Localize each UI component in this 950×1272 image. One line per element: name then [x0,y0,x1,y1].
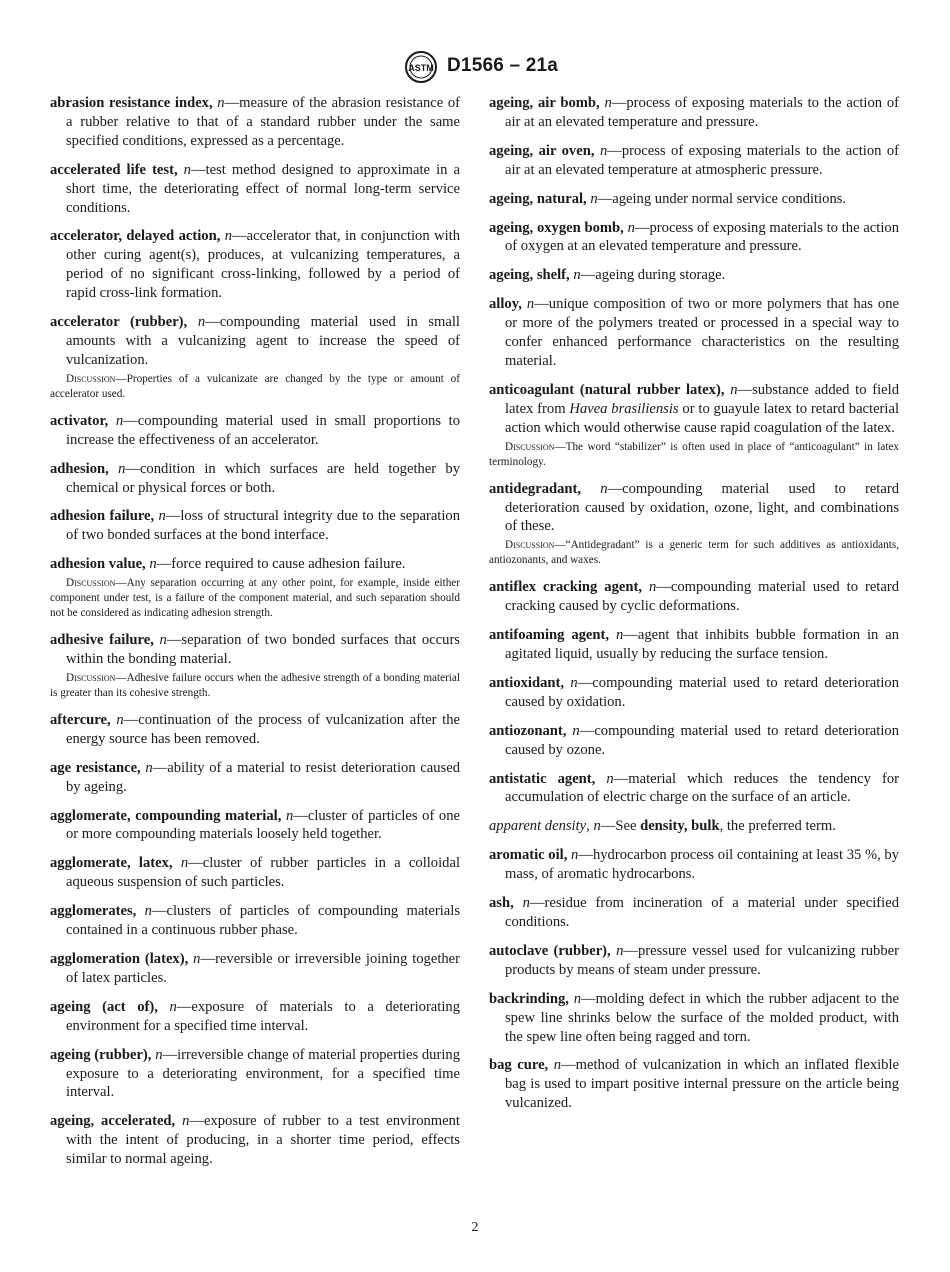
part-of-speech: n [115,412,124,429]
entry-term: backrinding, [489,990,569,1007]
entry-text [489,480,899,537]
definition: —clusters of particles of compounding materials contained in a continuous rubber phase. [66,903,461,939]
glossary-entry [50,412,460,450]
part-of-speech: n [183,161,191,178]
part-of-speech: n [572,722,580,739]
entry-text [489,266,899,285]
see-term: density, bulk [640,818,720,835]
definition: —molding defect in which the rubber adjacent to the spew line shrinks below the surface of the molded product, with the spew line often being ragged and torn. [505,990,899,1045]
definition: , the preferred term. [719,818,836,835]
entry-text [50,507,460,545]
entry-text [50,1046,460,1103]
glossary-entry [489,817,899,836]
left-column [50,94,460,1179]
glossary-entry [50,227,460,303]
species-name: Havea brasiliensis [569,400,679,417]
entry-term: agglomerates, [50,903,137,920]
part-of-speech: n [600,480,608,497]
part-of-speech: n [648,579,657,596]
definition: —unique composition of two or more polymers that has one or more of the polymers treated or processed in a special way to confer enhanced performance characteristics on the resulting material. [505,296,899,369]
entry-text [50,1112,460,1169]
glossary-entry [489,578,899,616]
part-of-speech: n [627,219,635,236]
definition: —separation of two bonded surfaces that occurs within the bonding material. [66,632,460,668]
entry-text [489,817,899,836]
definition: —compounding material used to retard deterioration caused by oxidation. [505,674,899,710]
glossary-entry [489,266,899,285]
part-of-speech: n [158,508,166,525]
glossary-entry [50,161,460,218]
entry-term: ash, [489,895,514,912]
discussion-label: Discussion [505,539,555,552]
part-of-speech: n [118,460,126,477]
definition: or to guayule latex to retard bacterial action which would otherwise cause rapid coagulation of the latex. [505,400,899,436]
entry-term: agglomeration (latex), [50,951,189,967]
entry-term: ageing, oxygen bomb, [489,219,624,236]
glossary-entry [489,190,899,209]
part-of-speech: n [599,142,608,159]
glossary-entry [50,1046,460,1103]
entry-term: adhesion, [50,460,109,477]
glossary-entry [50,711,460,749]
entry-term: ageing (act of), [50,998,158,1015]
definition: —force required to cause adhesion failure. [156,556,406,573]
glossary-entry [489,142,899,180]
part-of-speech: n [217,95,225,111]
part-of-speech: n [573,990,581,1007]
entry-text [489,846,899,884]
definition: —method of vulcanization in which an inflated flexible bag is used to impart positive internal pressure on the article being vulcanized. [505,1057,899,1112]
part-of-speech: n [144,903,152,920]
glossary-entry [489,770,899,808]
entry-term: aromatic oil, [489,847,568,864]
part-of-speech: n [615,627,624,644]
entry-term: alloy, [489,296,522,313]
glossary-entry [489,990,899,1047]
definition: —ability of a material to resist deterioration caused by ageing. [66,759,460,795]
entry-term-separator: , [586,818,590,835]
definition: —ageing under normal service conditions. [597,190,847,207]
part-of-speech: n [169,998,177,1015]
entry-text [50,412,460,450]
entry-text [489,674,899,712]
entry-term: accelerator (rubber), [50,314,188,331]
discussion-label: Discussion [66,671,116,684]
entry-text [50,807,460,845]
entry-text [50,950,460,988]
entry-term: ageing (rubber), [50,1046,152,1063]
glossary-entry [489,722,899,760]
document-designation: D1566 – 21a [447,55,559,76]
definition: —exposure of materials to a deteriorating environment for a specified time interval. [66,998,460,1034]
discussion-label: Discussion [505,440,555,453]
discussion-note: Discussion—“Antidegradant” is a generic term for such additives as antioxidants, antiozonants, and waxes. [489,539,899,567]
entry-text [489,942,899,980]
entry-term: activator, [50,412,109,429]
entry-term: aftercure, [50,711,111,728]
entry-text [50,313,460,370]
entry-text [50,161,460,218]
definition: —loss of structural integrity due to the separation of two bonded surfaces at the bond interface. [66,508,461,544]
entry-term: accelerated life test, [50,161,178,178]
entry-text [489,626,899,664]
entry-term: agglomerate, compounding material, [50,807,282,824]
entry-text [489,142,899,180]
definition: —accelerator that, in conjunction with other curing agent(s), produces, at vulcanizing temperatures, a period of no significant cross-linking, followed by a period of rapid cross-link formation. [66,228,460,302]
definition: —agent that inhibits bubble formation in an agitated liquid, usually by reducing the surface tension. [505,627,900,663]
definition: —pressure vessel used for vulcanizing rubber products by means of steam under pressure. [505,942,899,978]
entry-text [489,219,899,257]
definition: —process of exposing materials to the action of oxygen at an elevated temperature and pressure. [505,219,899,255]
definition: —process of exposing materials to the action of air at an elevated temperature and pressure. [505,95,899,130]
part-of-speech: n [571,847,579,864]
entry-term: autoclave (rubber), [489,942,611,959]
part-of-speech: n [155,1046,163,1063]
discussion-text: “Antidegradant” is a generic term for such additives as antioxidants, antiozonants, and waxes. [489,539,899,567]
definition: —condition in which surfaces are held together by chemical or physical forces or both. [66,460,460,496]
entry-term: antiflex cracking agent, [489,579,642,596]
part-of-speech: n [159,632,167,649]
right-column [489,94,899,1123]
part-of-speech: n [197,314,206,331]
discussion-text: Adhesive failure occurs when the adhesive strength of a bonding material is greater than its cohesive strength. [50,671,460,699]
entry-term: ageing, air bomb, [489,95,600,111]
entry-text [50,711,460,749]
glossary-entry [489,894,899,932]
glossary-entry [489,480,899,569]
glossary-entry [50,854,460,892]
glossary-entry [50,1112,460,1169]
entry-term: anticoagulant (natural rubber latex), [489,381,725,398]
entry-term: bag cure, [489,1057,549,1074]
entry-term: ageing, accelerated, [50,1113,176,1130]
discussion-note: Discussion—Adhesive failure occurs when the adhesive strength of a bonding material is greater than its cohesive strength. [50,671,460,699]
discussion-text: The word “stabilizer” is often used in place of “anticoagulant” in latex terminology. [489,440,899,468]
entry-text [489,722,899,760]
definition: —hydrocarbon process oil containing at least 35 %, by mass, of aromatic hydrocarbons. [505,847,900,883]
entry-text [489,295,899,371]
page-number: 2 [471,1220,479,1235]
definition: —cluster of particles of one or more compounding materials loosely held together. [66,807,460,843]
part-of-speech: n [604,95,612,111]
definition: —material which reduces the tendency for accumulation of electric charge on the surface of an article. [505,770,899,806]
glossary-entry [489,295,899,371]
part-of-speech: n [606,770,614,787]
entry-term: adhesion failure, [50,508,155,525]
glossary-entry [50,555,460,621]
discussion-label: Discussion [66,372,116,385]
entry-term: antifoaming agent, [489,627,610,644]
glossary-entry [489,942,899,980]
entry-text [489,94,899,132]
entry-text [489,770,899,808]
discussion-note: Discussion—Properties of a vulcanizate are changed by the type or amount of accelerator used. [50,372,460,400]
entry-text [489,381,899,438]
entry-term: antiozonant, [489,722,567,739]
glossary-entry [489,846,899,884]
definition: —irreversible change of material properties during exposure to a deteriorating environment, for a specified time interval. [66,1046,460,1101]
glossary-entry [489,219,899,257]
definition: —process of exposing materials to the action of air at an elevated temperature at atmospheric pressure. [505,142,900,178]
glossary-entry [489,381,899,470]
entry-text [489,990,899,1047]
entry-term: adhesion value, [50,556,146,573]
glossary-entry [50,759,460,797]
discussion-note: Discussion—Any separation occurring at any other point, for example, inside either component under test, is a failure of the component material, and such separation should not be considered as indicating adhesion strength. [50,577,460,620]
entry-text [489,578,899,616]
glossary-entry [50,631,460,701]
entry-term: accelerator, delayed action, [50,228,221,245]
definition: —ageing during storage. [580,267,726,284]
part-of-speech: n [573,267,581,284]
entry-text [50,631,460,669]
discussion-text: Properties of a vulcanizate are changed by the type or amount of accelerator used. [50,372,460,400]
entry-term: ageing, air oven, [489,142,595,159]
part-of-speech: n [149,556,157,573]
entry-term: age resistance, [50,759,141,776]
entry-text [50,998,460,1036]
part-of-speech: n [730,381,738,398]
definition: —compounding material used in small amounts with a vulcanizing agent to increase the speed of vulcanization. [66,314,460,368]
entry-term: antioxidant, [489,674,565,691]
glossary-entry [50,902,460,940]
entry-term: adhesive failure, [50,632,154,649]
part-of-speech: n [522,895,530,912]
part-of-speech: n [116,711,124,728]
part-of-speech: n [285,807,294,824]
svg-text:ASTM: ASTM [408,63,434,73]
definition: —test method designed to approximate in a short time, the deteriorating effect of normal long-term service conditions. [66,161,460,216]
page-header [0,50,950,86]
glossary-entry [489,626,899,664]
glossary-entry [50,950,460,988]
entry-term-italic: apparent density [489,818,587,835]
part-of-speech: n [526,296,535,313]
definition: —exposure of rubber to a test environment with the intent of producing, in a shorter time period, effects similar to normal ageing. [66,1113,460,1168]
entry-term: abrasion resistance index, [50,95,213,111]
entry-text [50,759,460,797]
part-of-speech: n [616,942,624,959]
discussion-text: Any separation occurring at any other point, for example, inside either component under test, is a failure of the component material, and such separation should not be considered as indicating adhesion strength. [50,577,460,620]
glossary-entry [50,507,460,545]
glossary-entry [50,460,460,498]
entry-text [50,227,460,303]
definition-lead: —See [600,818,641,835]
part-of-speech: n [145,759,153,776]
discussion-note: Discussion—The word “stabilizer” is often used in place of “anticoagulant” in latex terminology. [489,440,899,468]
definition-lead: —substance added to field latex from [505,381,899,417]
entry-term: antidegradant, [489,480,582,497]
entry-text [489,894,899,932]
entry-text [489,190,899,209]
part-of-speech: n [593,818,601,835]
part-of-speech: n [570,674,578,691]
part-of-speech: n [193,951,201,967]
entry-term: ageing, shelf, [489,267,570,284]
definition: —compounding material used in small proportions to increase the effectiveness of an accelerator. [66,412,460,448]
part-of-speech: n [590,190,598,207]
part-of-speech: n [180,855,189,872]
glossary-entry [50,807,460,845]
glossary-entry [489,674,899,712]
definition: —compounding material used to retard deterioration caused by oxidation, ozone, light, and combinations of these. [505,480,899,535]
entry-term: ageing, natural, [489,190,587,207]
glossary-entry [489,1056,899,1113]
definition: —continuation of the process of vulcanization after the energy source has been removed. [66,711,460,747]
definition: —cluster of rubber particles in a colloidal aqueous suspension of such particles. [66,855,460,891]
entry-text [50,555,460,574]
part-of-speech: n [224,228,233,245]
definition: —residue from incineration of a material under specified conditions. [505,895,899,930]
definition: —reversible or irreversible joining together of latex particles. [66,951,461,986]
definition: —measure of the abrasion resistance of a rubber relative to that of a standard rubber under the same specified conditions, expressed as a percentage. [66,95,460,149]
entry-term: antistatic agent, [489,770,596,787]
glossary-entry [50,94,460,151]
entry-text [489,1056,899,1113]
part-of-speech: n [553,1057,562,1074]
entry-text [50,854,460,892]
definition: —compounding material used to retard deterioration caused by ozone. [505,722,899,758]
definition: —compounding material used to retard cracking caused by cyclic deformations. [505,579,899,615]
entry-text [50,902,460,940]
discussion-label: Discussion [66,577,116,590]
part-of-speech: n [182,1113,190,1130]
entry-text [50,94,460,151]
glossary-entry [50,998,460,1036]
astm-logo-icon [402,50,440,84]
entry-term: agglomerate, latex, [50,855,173,872]
entry-text [50,460,460,498]
glossary-entry [489,94,899,132]
glossary-entry [50,313,460,402]
